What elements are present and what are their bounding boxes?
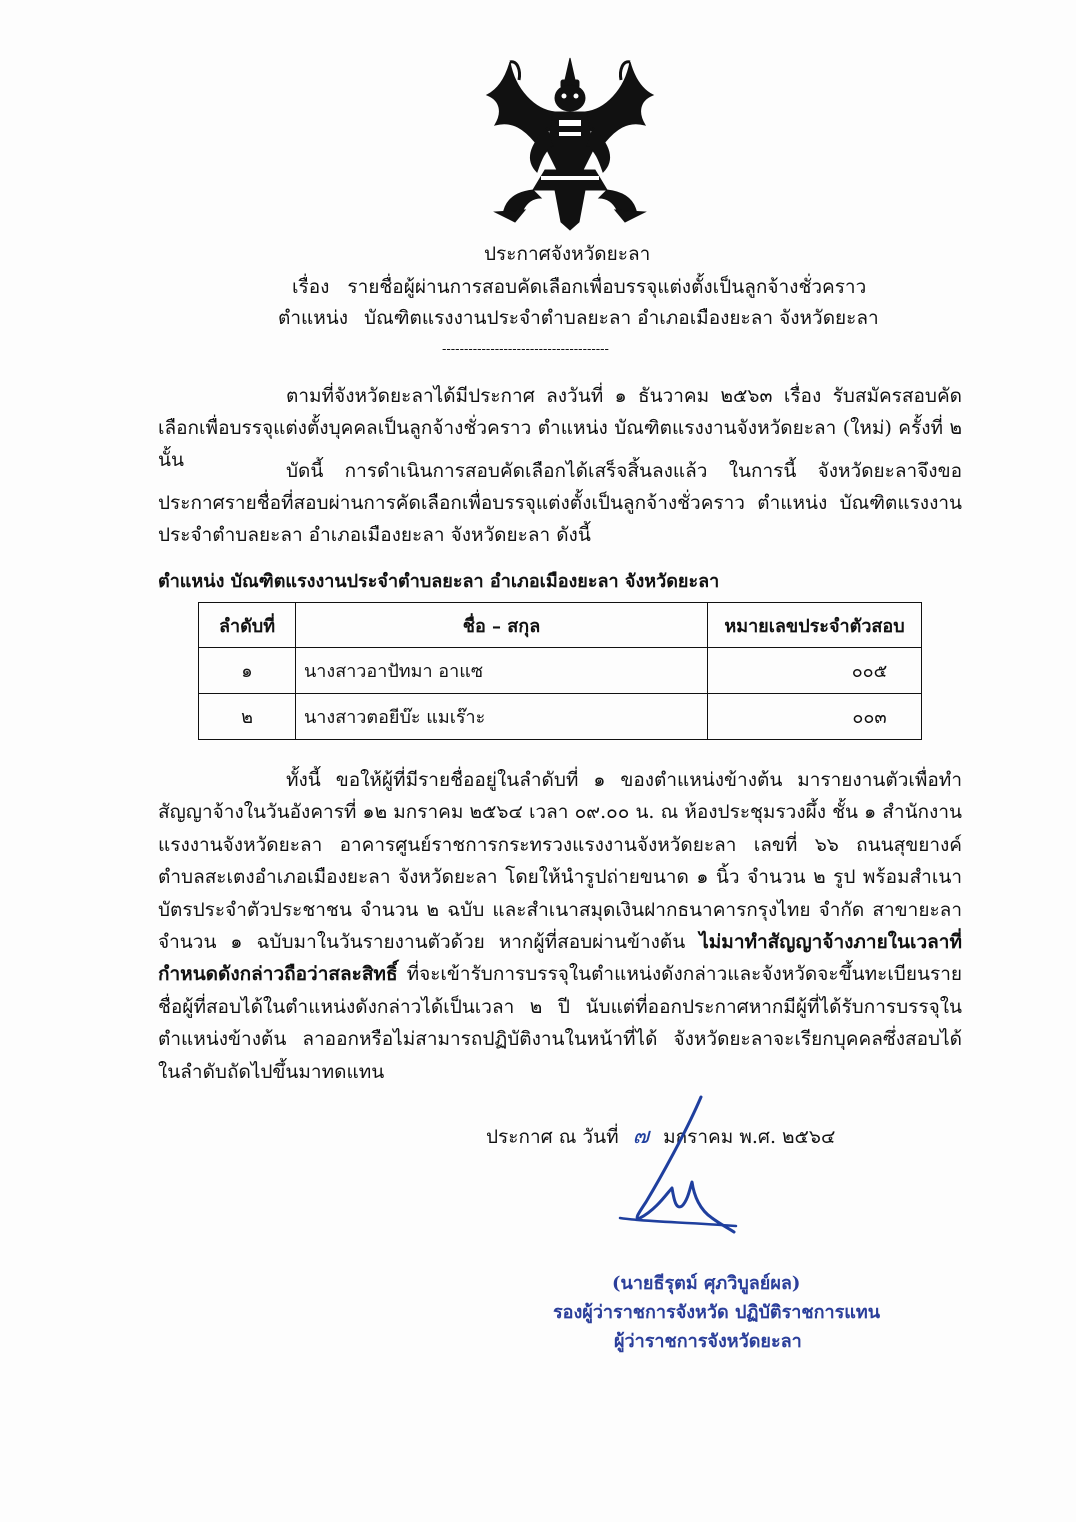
header-exam-id: หมายเลขประจำตัวสอบ — [708, 603, 922, 648]
row-name: นางสาวอาปัทมา อาแซ — [296, 648, 708, 694]
row-order: ๒ — [199, 694, 296, 740]
header-order: ลำดับที่ — [199, 603, 296, 648]
signer-role: รองผู้ว่าราชการจังหวัด ปฏิบัติราชการแทน — [553, 1302, 881, 1323]
row-name: นางสาวตอยีบ๊ะ แมเร๊าะ — [296, 694, 708, 740]
position-text: บัณฑิตแรงงานประจำตำบลยะลา อำเภอเมืองยะลา จังหวัดยะลา — [364, 307, 879, 329]
paragraph-3-text-b: ที่จะเข้ารับการบรรจุในตำแหน่งดังกล่าวและจังหวัดจะขึ้นทะเบียนรายชื่อผู้ที่สอบได้ในตำแหน่งดังกล่าวได้เป็นเวลา ๒ ปี นับแต่ที่ออกประกาศหากมีผู้ที่ได้รับการบรรจุในตำแหน่งข้างต้น ลาออกหรือไม่สามารถปฏิบัติงานในหน้าที่ได้ จังหวัดยะลาจะเรียกบุคคลซึ่งสอบได้ในลำดับถัดไปขึ้นมาทดแทน — [158, 963, 962, 1083]
announcement-title: ประกาศจังหวัดยะลา — [484, 243, 651, 265]
row-order: ๑ — [199, 648, 296, 694]
header-divider: -------------------------------------- — [442, 342, 609, 357]
row-exam-id — [708, 648, 922, 694]
announce-label: ประกาศ ณ วันที่ — [486, 1126, 619, 1148]
table-header-row — [199, 603, 922, 648]
candidates-table — [198, 602, 922, 740]
subject-line — [292, 275, 866, 299]
table-row — [199, 648, 922, 694]
announce-month-year: มกราคม พ.ศ. ๒๕๖๔ — [663, 1126, 836, 1148]
subject-text: รายชื่อผู้ผ่านการสอบคัดเลือกเพื่อบรรจุแต่งตั้งเป็นลูกจ้างชั่วคราว — [347, 276, 867, 298]
paragraph-3-bold: ไม่มาทำสัญญาจ้างภายในเวลาที่กำหนดดังกล่าวถือว่าสละสิทธิ์ — [158, 931, 962, 986]
position-line — [278, 306, 879, 330]
table-row — [199, 694, 922, 740]
position-label: ตำแหน่ง — [278, 307, 349, 329]
row-exam-id-value: ๐๐๓ — [852, 707, 887, 728]
subject-label: เรื่อง — [292, 276, 330, 298]
row-exam-id-value: ๐๐๕ — [851, 661, 888, 682]
position-heading: ตำแหน่ง บัณฑิตแรงงานประจำตำบลยะลา อำเภอเมืองยะลา จังหวัดยะลา — [158, 571, 720, 592]
signer-name: (นายธีรุตม์ ศุภวิบูลย์ผล) — [612, 1273, 801, 1294]
row-exam-id — [708, 694, 922, 740]
paragraph-2-text: บัดนี้ การดำเนินการสอบคัดเลือกได้เสร็จสิ้นลงแล้ว ในการนี้ จังหวัดยะลาจึงขอประกาศรายชื่อที่สอบผ่านการคัดเลือกเพื่อบรรจุแต่งตั้งเป็นลูกจ้างชั่วคราว ตำแหน่ง บัณฑิตแรงงานประจำตำบลยะลา อำเภอเมืองยะลา จังหวัดยะลา ดังนี้ — [158, 460, 962, 546]
paragraph-3-text-a: ทั้งนี้ ขอให้ผู้ที่มีรายชื่ออยู่ในลำดับที่ ๑ ของตำแหน่งข้างต้น มารายงานตัวเพื่อทำสัญญาจ้างในวันอังคารที่ ๑๒ มกราคม ๒๕๖๔ เวลา ๐๙.๐๐ น. ณ ห้องประชุมรวงผึ้ง ชั้น ๑ สำนักงานแรงงานจังหวัดยะลา อาคารศูนย์ราชการกระทรวงแรงงานจังหวัดยะลา เลขที่ ๖๖ ถนนสุขยางค์ ตำบลสะเตงอำเภอเมืองยะลา จังหวัดยะลา โดยให้นำรูปถ่ายขนาด ๑ นิ้ว จำนวน ๒ รูป พร้อมสำเนาบัตรประจำตัวประชาชน จำนวน ๒ ฉบับ และสำเนาสมุดเงินฝากธนาคารกรุงไทย จำกัด สาขายะลา จำนวน ๑ ฉบับมาในวันรายงานตัวด้วย หากผู้ที่สอบผ่านข้างต้น — [158, 769, 962, 954]
header-name: ชื่อ – สกุล — [296, 603, 708, 648]
announce-day: ๗ — [632, 1124, 650, 1149]
signer-role-governor: ผู้ว่าราชการจังหวัดยะลา — [614, 1331, 802, 1352]
garuda-emblem-icon — [475, 50, 665, 235]
paragraph-2 — [158, 455, 962, 551]
paragraph-1-text: ตามที่จังหวัดยะลาได้มีประกาศ ลงวันที่ ๑ ธันวาคม ๒๕๖๓ เรื่อง รับสมัครสอบคัดเลือกเพื่อบรรจุแต่งตั้งบุคคลเป็นลูกจ้างชั่วคราว ตำแหน่ง บัณฑิตแรงงานจังหวัดยะลา (ใหม่) ครั้งที่ ๒ นั้น — [158, 385, 962, 471]
handwritten-signature — [616, 1092, 744, 1252]
paragraph-3 — [158, 764, 962, 1088]
